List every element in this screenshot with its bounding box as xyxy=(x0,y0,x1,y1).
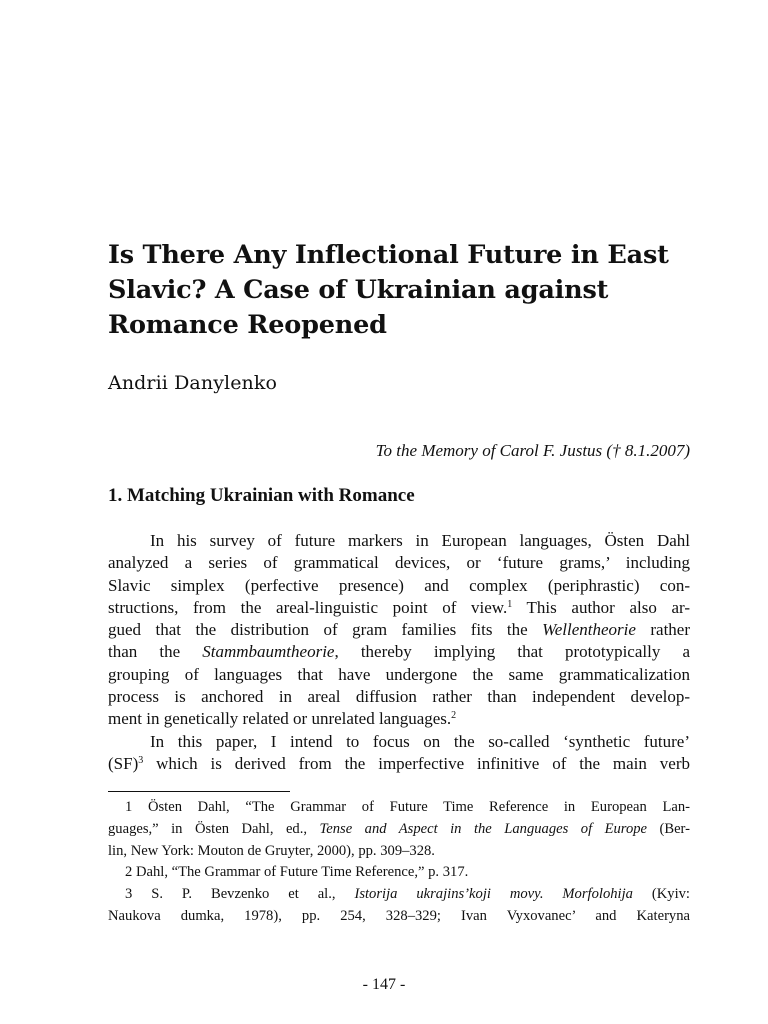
title-line: Is There Any Inflectional Future in East xyxy=(108,240,669,270)
paragraph-line: structions, from the areal-linguistic point of view.$^1$ This author also ar- xyxy=(108,597,690,617)
footnote-ref[interactable]: 3 xyxy=(138,754,144,766)
body-text xyxy=(108,530,690,775)
footnote-line: 2 Dahl, “The Grammar of Future Time Reference,” p. 317. xyxy=(125,864,469,881)
paragraph-line: process is anchored in areal diffusion rather than independent develop- xyxy=(108,687,690,707)
article-title xyxy=(108,238,708,343)
paragraph-line: Slavic simplex (perfective presence) and complex (periphrastic) con- xyxy=(108,575,690,595)
title-line: Romance Reopened xyxy=(108,310,387,340)
paragraph-line: (SF)$^3$ which is derived from the imperfective infinitive of the main verb xyxy=(108,753,690,773)
footnote-separator xyxy=(108,791,290,792)
paragraph-line: In this paper, I intend to focus on the so-called ‘synthetic future’ xyxy=(150,731,690,751)
paragraph-line: In his survey of future markers in European languages, Östen Dahl xyxy=(150,531,690,550)
footnote-ref[interactable]: 1 xyxy=(507,598,513,610)
footnote-line: guages,” in Östen Dahl, ed., Tense and Aspect in the Languages of Europe (Ber- xyxy=(108,820,690,837)
footnote-line: Naukova dumka, 1978), pp. 254, 328–329; Ivan Vyxovanec’ and Kateryna xyxy=(108,907,690,924)
paragraph-line: analyzed a series of grammatical devices, or ‘future grams,’ including xyxy=(108,553,690,573)
author-name: Andrii Danylenko xyxy=(108,372,278,394)
footnote-line: 1 Östen Dahl, “The Grammar of Future Time Reference in European Lan- xyxy=(125,799,690,815)
footnote-line: lin, New York: Mouton de Gruyter, 2000), pp. 309–328. xyxy=(108,842,435,859)
section-heading: 1. Matching Ukrainian with Romance xyxy=(108,485,415,506)
title-line: Slavic? A Case of Ukrainian against xyxy=(108,275,609,305)
footnotes xyxy=(108,797,690,928)
footnote-ref[interactable]: 2 xyxy=(451,710,457,722)
paragraph-line: grouping of languages that have undergone the same grammaticalization xyxy=(108,664,690,684)
paragraph-line: gued that the distribution of gram families fits the Wellentheorie rather xyxy=(108,620,690,640)
footnote-line: 3 S. P. Bevzenko et al., Istorija ukrajins’koji movy. Morfolohija (Kyiv: xyxy=(125,886,690,903)
paragraph-line: than the Stammbaumtheorie, thereby implying that prototypically a xyxy=(108,642,690,662)
page-number: - 147 - xyxy=(362,976,406,993)
paragraph-line: ment in genetically related or unrelated languages.$^2$ xyxy=(108,709,457,729)
dedication: To the Memory of Carol F. Justus († 8.1.2007) xyxy=(375,441,690,460)
